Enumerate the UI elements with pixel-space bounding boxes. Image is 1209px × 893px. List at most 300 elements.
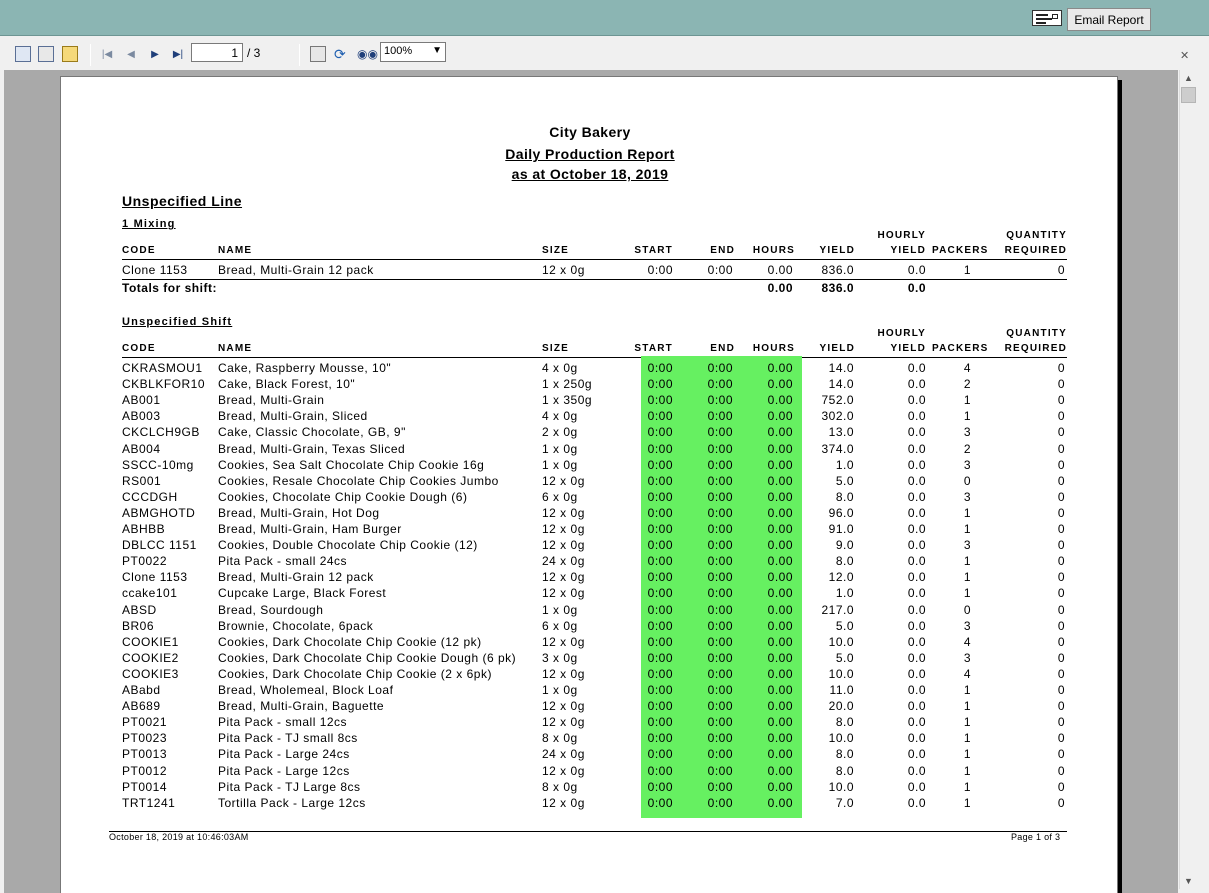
cell-yield: 13.0 [828, 425, 854, 440]
cell-hy: 0.0 [907, 731, 926, 746]
cell-yield: 20.0 [828, 699, 854, 714]
table-row [61, 538, 1119, 554]
first-page-icon[interactable]: |◀ [101, 48, 113, 60]
cell-end: 0:00 [707, 634, 733, 649]
cell-name: Bread, Multi-Grain 12 pack [218, 263, 374, 277]
cell-qty: 0 [1057, 457, 1065, 472]
table-row [61, 425, 1119, 441]
cell-name: Cookies, Dark Chocolate Chip Cookie (2 x 6pk) [218, 666, 492, 681]
cell-pk: 1 [963, 763, 971, 778]
col-quantity-2: QUANTITY [1006, 328, 1067, 339]
cell-hours: 0.00 [767, 554, 793, 569]
cell-code: COOKIE1 [122, 634, 179, 649]
totals-yield: 836.0 [821, 281, 854, 295]
cell-size: 12 x 0g [542, 522, 585, 536]
cell-qty: 0 [1057, 683, 1065, 697]
cell-hy: 0.0 [907, 457, 926, 472]
cell-yield: 8.0 [835, 554, 854, 569]
table-row [61, 570, 1119, 586]
cell-end: 0:00 [707, 650, 733, 665]
table-row [61, 731, 1119, 747]
cell-start: 0:00 [647, 441, 673, 456]
cell-hours: 0.00 [767, 425, 793, 440]
scroll-up-icon[interactable]: ▲ [1184, 73, 1193, 83]
cell-size: 12 x 0g [542, 634, 585, 649]
cell-start: 0:00 [647, 473, 673, 488]
report-date: as at October 18, 2019 [511, 166, 669, 182]
table-row [61, 377, 1119, 393]
cell-code: ABabd [122, 683, 161, 697]
cell-end: 0:00 [707, 263, 733, 277]
cell-start: 0:00 [647, 650, 673, 665]
cell-pk: 1 [963, 715, 971, 730]
cell-hy: 0.0 [907, 377, 926, 392]
cell-pk: 1 [963, 505, 971, 520]
cell-pk: 1 [963, 795, 971, 810]
cell-hy: 0.0 [907, 763, 926, 778]
cell-qty: 0 [1057, 779, 1065, 794]
cell-yield: 7.0 [835, 795, 854, 810]
cell-pk: 1 [963, 409, 971, 424]
col-hourly-yield-2: YIELD [890, 343, 926, 354]
chevron-down-icon: ▼ [432, 45, 442, 56]
cell-pk: 1 [963, 683, 971, 697]
cell-qty: 0 [1057, 650, 1065, 665]
table-row [61, 603, 1119, 619]
cell-size: 6 x 0g [542, 489, 578, 504]
cell-yield: 1.0 [835, 457, 854, 472]
cell-name: Bread, Sourdough [218, 602, 324, 617]
cell-yield: 10.0 [828, 779, 854, 794]
totals-label: Totals for shift: [122, 281, 217, 295]
cell-code: CKBLKFOR10 [122, 377, 206, 392]
col-required-1: REQUIRED [1004, 245, 1067, 256]
cell-end: 0:00 [707, 409, 733, 424]
cell-pk: 0 [963, 602, 971, 617]
header-rule-2 [122, 357, 1067, 358]
cell-name: Bread, Multi-Grain, Texas Sliced [218, 441, 406, 456]
cell-yield: 14.0 [828, 377, 854, 392]
cell-end: 0:00 [707, 731, 733, 746]
cell-end: 0:00 [707, 554, 733, 569]
cell-yield: 8.0 [835, 763, 854, 778]
cell-pk: 3 [963, 538, 971, 553]
cell-yield: 96.0 [828, 505, 854, 520]
cell-code: ccake101 [122, 586, 178, 601]
cell-code: CKCLCH9GB [122, 425, 200, 440]
cell-yield: 9.0 [835, 538, 854, 553]
cell-hy: 0.0 [907, 409, 926, 424]
cell-size: 12 x 0g [542, 538, 585, 553]
cell-yield: 1.0 [835, 586, 854, 601]
table-row [61, 586, 1119, 602]
cell-size: 12 x 0g [542, 570, 585, 585]
cell-pk: 1 [963, 586, 971, 601]
cell-qty: 0 [1057, 409, 1065, 424]
cell-pk: 3 [963, 425, 971, 440]
last-page-icon[interactable]: ▶| [172, 48, 184, 60]
cell-hy: 0.0 [907, 522, 926, 536]
cell-pk: 3 [963, 618, 971, 633]
cell-start: 0:00 [647, 538, 673, 553]
cell-hy: 0.0 [907, 361, 926, 375]
cell-hy: 0.0 [907, 602, 926, 617]
cell-start: 0:00 [647, 586, 673, 601]
cell-size: 1 x 0g [542, 602, 578, 617]
cell-start: 0:00 [647, 747, 673, 762]
table-row [61, 361, 1119, 377]
cell-pk: 1 [963, 263, 971, 277]
report-title: Daily Production Report [505, 146, 675, 162]
cell-code: DBLCC 1151 [122, 538, 197, 553]
export-icon[interactable] [15, 46, 31, 62]
cell-start: 0:00 [647, 795, 673, 810]
shift1-heading: 1 Mixing [122, 218, 176, 230]
col-hours-1: HOURS [752, 245, 795, 256]
cell-name: Brownie, Chocolate, 6pack [218, 618, 374, 633]
cell-size: 12 x 0g [542, 715, 585, 730]
cell-end: 0:00 [707, 602, 733, 617]
cell-code: ABSD [122, 602, 157, 617]
cell-code: CCCDGH [122, 489, 178, 504]
cell-yield: 10.0 [828, 666, 854, 681]
col-code-1: CODE [122, 245, 156, 256]
cell-code: TRT1241 [122, 795, 176, 810]
cell-size: 12 x 0g [542, 473, 585, 488]
cell-name: Cupcake Large, Black Forest [218, 586, 387, 601]
cell-end: 0:00 [707, 377, 733, 392]
col-hourly-2: HOURLY [877, 328, 926, 339]
page-total-label: / 3 [247, 46, 261, 60]
col-start-2: START [634, 343, 673, 354]
cell-name: Bread, Multi-Grain, Sliced [218, 409, 368, 424]
cell-size: 12 x 0g [542, 699, 585, 714]
cell-name: Bread, Multi-Grain, Baguette [218, 699, 385, 714]
col-yield-1: YIELD [819, 245, 855, 256]
cell-size: 4 x 0g [542, 361, 578, 375]
cell-code: ABHBB [122, 522, 166, 536]
vertical-scrollbar[interactable] [1179, 70, 1196, 889]
cell-code: COOKIE2 [122, 650, 179, 665]
cell-code: PT0021 [122, 715, 168, 730]
table-row [61, 490, 1119, 506]
table-row [61, 442, 1119, 458]
cell-qty: 0 [1057, 602, 1065, 617]
close-view-icon[interactable] [310, 46, 326, 62]
zoom-select[interactable] [380, 42, 446, 62]
cell-name: Cookies, Dark Chocolate Chip Cookie (12 pk) [218, 634, 482, 649]
col-size-1: SIZE [542, 245, 570, 256]
cell-qty: 0 [1057, 522, 1065, 536]
cell-qty: 0 [1057, 425, 1065, 440]
cell-code: AB689 [122, 699, 161, 714]
cell-qty: 0 [1057, 489, 1065, 504]
cell-size: 12 x 0g [542, 586, 585, 601]
cell-code: Clone 1153 [122, 570, 188, 585]
table-row [61, 699, 1119, 715]
cell-hours: 0.00 [767, 747, 793, 762]
cell-yield: 14.0 [828, 361, 854, 375]
cell-hours: 0.00 [767, 263, 793, 277]
cell-name: Cake, Raspberry Mousse, 10" [218, 361, 392, 375]
scroll-thumb[interactable] [1181, 87, 1196, 103]
cell-hours: 0.00 [767, 763, 793, 778]
top-banner [0, 0, 1209, 36]
cell-hy: 0.0 [907, 489, 926, 504]
cell-name: Pita Pack - Large 12cs [218, 763, 350, 778]
cell-hy: 0.0 [907, 618, 926, 633]
close-icon[interactable]: ✕ [1180, 50, 1190, 62]
table-row [61, 683, 1119, 699]
cell-qty: 0 [1057, 618, 1065, 633]
cell-hours: 0.00 [767, 795, 793, 810]
totals-hourly-yield: 0.0 [907, 281, 926, 295]
cell-hours: 0.00 [767, 650, 793, 665]
cell-hy: 0.0 [907, 683, 926, 697]
table-row [61, 651, 1119, 667]
cell-hours: 0.00 [767, 489, 793, 504]
cell-start: 0:00 [647, 263, 673, 277]
cell-name: Bread, Multi-Grain, Hot Dog [218, 505, 380, 520]
totals-hours: 0.00 [767, 281, 793, 295]
cell-size: 8 x 0g [542, 731, 578, 746]
col-yield-2: YIELD [819, 343, 855, 354]
cell-pk: 1 [963, 731, 971, 746]
email-envelope-icon[interactable] [1032, 10, 1062, 26]
cell-code: COOKIE3 [122, 666, 179, 681]
table-row [61, 715, 1119, 731]
cell-end: 0:00 [707, 699, 733, 714]
table-row [61, 458, 1119, 474]
cell-code: SSCC-10mg [122, 457, 194, 472]
cell-code: Clone 1153 [122, 263, 188, 277]
cell-hy: 0.0 [907, 554, 926, 569]
col-packers-2: PACKERS [932, 343, 989, 354]
col-packers-1: PACKERS [932, 245, 989, 256]
cell-end: 0:00 [707, 425, 733, 440]
col-size-2: SIZE [542, 343, 570, 354]
cell-start: 0:00 [647, 505, 673, 520]
cell-hours: 0.00 [767, 393, 793, 408]
cell-pk: 3 [963, 457, 971, 472]
cell-hy: 0.0 [907, 747, 926, 762]
cell-pk: 3 [963, 650, 971, 665]
cell-start: 0:00 [647, 554, 673, 569]
cell-name: Pita Pack - Large 24cs [218, 747, 350, 762]
col-quantity-1: QUANTITY [1006, 230, 1067, 241]
cell-size: 12 x 0g [542, 763, 585, 778]
cell-size: 24 x 0g [542, 554, 585, 569]
cell-hy: 0.0 [907, 441, 926, 456]
cell-end: 0:00 [707, 779, 733, 794]
cell-end: 0:00 [707, 683, 733, 697]
cell-qty: 0 [1057, 538, 1065, 553]
cell-pk: 1 [963, 522, 971, 536]
cell-qty: 0 [1057, 747, 1065, 762]
cell-hy: 0.0 [907, 425, 926, 440]
cell-pk: 4 [963, 666, 971, 681]
cell-yield: 752.0 [821, 393, 854, 408]
cell-yield: 12.0 [828, 570, 854, 585]
cell-hours: 0.00 [767, 731, 793, 746]
table-row [61, 619, 1119, 635]
cell-code: CKRASMOU1 [122, 361, 203, 375]
cell-hours: 0.00 [767, 715, 793, 730]
cell-name: Cookies, Resale Chocolate Chip Cookies Jumbo [218, 473, 499, 488]
cell-hy: 0.0 [907, 570, 926, 585]
cell-name: Cookies, Double Chocolate Chip Cookie (12) [218, 538, 478, 553]
report-toolbar [0, 37, 1209, 70]
cell-qty: 0 [1057, 586, 1065, 601]
footer-page-number: Page 1 of 3 [1011, 832, 1061, 842]
cell-hy: 0.0 [907, 473, 926, 488]
cell-qty: 0 [1057, 554, 1065, 569]
cell-start: 0:00 [647, 699, 673, 714]
group-tree-icon[interactable] [62, 46, 78, 62]
cell-size: 2 x 0g [542, 425, 578, 440]
cell-name: Bread, Multi-Grain [218, 393, 325, 408]
cell-qty: 0 [1057, 699, 1065, 714]
cell-name: Bread, Wholemeal, Block Loaf [218, 683, 394, 697]
cell-code: AB004 [122, 441, 161, 456]
col-hourly-1: HOURLY [877, 230, 926, 241]
cell-end: 0:00 [707, 361, 733, 375]
cell-name: Bread, Multi-Grain 12 pack [218, 570, 374, 585]
table-row [61, 554, 1119, 570]
table-row [61, 409, 1119, 425]
cell-start: 0:00 [647, 779, 673, 794]
totals-rule [122, 279, 1067, 280]
table-row [61, 747, 1119, 763]
cell-start: 0:00 [647, 602, 673, 617]
cell-size: 1 x 0g [542, 441, 578, 456]
cell-hours: 0.00 [767, 538, 793, 553]
cell-start: 0:00 [647, 683, 673, 697]
cell-code: PT0014 [122, 779, 168, 794]
cell-qty: 0 [1057, 263, 1065, 277]
table-row [61, 667, 1119, 683]
cell-end: 0:00 [707, 795, 733, 810]
cell-hours: 0.00 [767, 683, 793, 697]
cell-qty: 0 [1057, 361, 1065, 375]
col-hours-2: HOURS [752, 343, 795, 354]
col-end-1: END [710, 245, 735, 256]
report-canvas[interactable] [4, 70, 1178, 893]
cell-hours: 0.00 [767, 473, 793, 488]
cell-yield: 11.0 [829, 683, 854, 697]
table-row [61, 635, 1119, 651]
cell-qty: 0 [1057, 473, 1065, 488]
table-row [61, 522, 1119, 538]
cell-qty: 0 [1057, 570, 1065, 585]
zoom-value: 100% [384, 45, 413, 57]
cell-hours: 0.00 [767, 586, 793, 601]
cell-size: 4 x 0g [542, 409, 578, 424]
cell-end: 0:00 [707, 715, 733, 730]
cell-start: 0:00 [647, 425, 673, 440]
page-number-input[interactable]: 1 [191, 43, 243, 62]
cell-size: 12 x 0g [542, 795, 585, 810]
cell-end: 0:00 [707, 747, 733, 762]
cell-hy: 0.0 [907, 393, 926, 408]
cell-code: AB001 [122, 393, 161, 408]
cell-end: 0:00 [707, 505, 733, 520]
cell-end: 0:00 [707, 618, 733, 633]
cell-qty: 0 [1057, 377, 1065, 392]
table-row [61, 764, 1119, 780]
cell-code: PT0012 [122, 763, 168, 778]
cell-size: 12 x 0g [542, 505, 585, 520]
cell-hours: 0.00 [767, 377, 793, 392]
cell-qty: 0 [1057, 795, 1065, 810]
search-binoculars-icon[interactable]: ◉◉ [357, 47, 378, 61]
cell-size: 6 x 0g [542, 618, 578, 633]
cell-code: PT0013 [122, 747, 168, 762]
cell-qty: 0 [1057, 731, 1065, 746]
print-icon[interactable] [38, 46, 54, 62]
cell-code: BR06 [122, 618, 155, 633]
cell-qty: 0 [1057, 715, 1065, 730]
cell-yield: 836.0 [821, 263, 854, 277]
cell-size: 24 x 0g [542, 747, 585, 762]
email-report-button[interactable]: Email Report [1067, 8, 1151, 31]
cell-size: 12 x 0g [542, 263, 585, 277]
cell-start: 0:00 [647, 666, 673, 681]
line-heading: Unspecified Line [122, 193, 243, 209]
cell-end: 0:00 [707, 489, 733, 504]
cell-name: Pita Pack - small 24cs [218, 554, 348, 569]
cell-name: Bread, Multi-Grain, Ham Burger [218, 522, 402, 536]
previous-page-icon[interactable]: ◀ [127, 48, 135, 60]
cell-start: 0:00 [647, 377, 673, 392]
cell-start: 0:00 [647, 715, 673, 730]
col-name-2: NAME [218, 343, 253, 354]
refresh-icon[interactable]: ⟳ [334, 45, 346, 62]
cell-qty: 0 [1057, 666, 1065, 681]
cell-start: 0:00 [647, 634, 673, 649]
cell-yield: 10.0 [828, 634, 854, 649]
cell-hours: 0.00 [767, 441, 793, 456]
cell-yield: 302.0 [821, 409, 854, 424]
cell-size: 3 x 0g [542, 650, 578, 665]
cell-code: PT0023 [122, 731, 168, 746]
report-page [60, 76, 1118, 893]
cell-yield: 10.0 [828, 731, 854, 746]
cell-yield: 5.0 [835, 618, 854, 633]
cell-hours: 0.00 [767, 457, 793, 472]
cell-hours: 0.00 [767, 779, 793, 794]
cell-qty: 0 [1057, 763, 1065, 778]
cell-start: 0:00 [647, 618, 673, 633]
cell-hy: 0.0 [907, 699, 926, 714]
cell-hours: 0.00 [767, 618, 793, 633]
cell-hours: 0.00 [767, 602, 793, 617]
cell-hy: 0.0 [907, 263, 926, 277]
cell-hy: 0.0 [907, 634, 926, 649]
cell-end: 0:00 [707, 473, 733, 488]
cell-start: 0:00 [647, 409, 673, 424]
col-hourly-yield-1: YIELD [890, 245, 926, 256]
next-page-icon[interactable]: ▶ [151, 48, 159, 60]
cell-end: 0:00 [707, 570, 733, 585]
cell-hy: 0.0 [907, 505, 926, 520]
cell-end: 0:00 [707, 393, 733, 408]
cell-end: 0:00 [707, 457, 733, 472]
shift2-heading: Unspecified Shift [122, 316, 233, 328]
cell-start: 0:00 [647, 731, 673, 746]
cell-code: AB003 [122, 409, 161, 424]
scroll-down-icon[interactable]: ▼ [1184, 876, 1193, 886]
